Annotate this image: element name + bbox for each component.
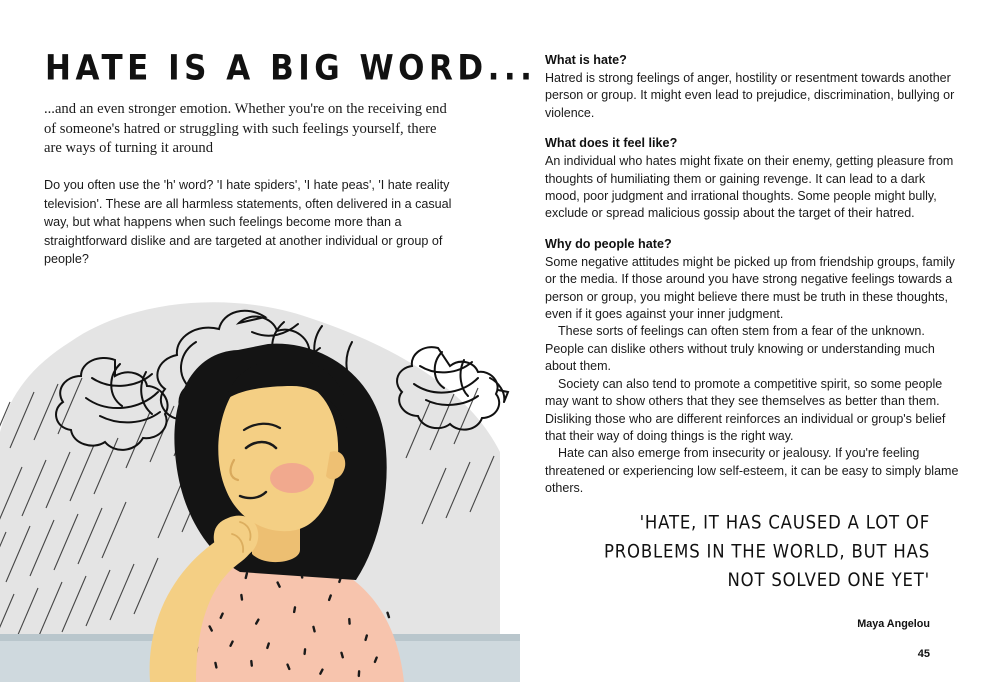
section-paragraph: An individual who hates might fixate on their enemy, getting pleasure from thoughts of humiliating them or gaining revenge. It can lead to a dark mood, poor judgment and irrational thoughts. Some people might bully, exclude or spread malicious gossip about the target of their hatred. (545, 154, 954, 221)
pull-quote: 'HATE, IT HAS CAUSED A LOT OF PROBLEMS IN THE WORLD, BUT HAS NOT SOLVED ONE YET' (604, 511, 930, 591)
quote-attribution: Maya Angelou (857, 618, 930, 630)
section-what-is-hate (545, 52, 961, 122)
section-heading: Why do people hate? (545, 236, 672, 251)
article-body (545, 52, 961, 511)
section-paragraph: Hatred is strong feelings of anger, hostility or resentment towards another person or group. It might even lead to prejudice, discrimination, bullying or violence. (545, 71, 955, 120)
section-why-do-people-hate (545, 236, 961, 498)
section-heading: What is hate? (545, 53, 627, 67)
section-what-does-it-feel-like (545, 135, 961, 223)
section-heading: What does it feel like? (545, 136, 678, 151)
section-paragraph: Society can also tend to promote a competitive spirit, so some people may want to show others that they see themselves as better than them. Disliking those who are different reinforces an individual or group's belief that their way of doing things is the right way. (545, 376, 946, 443)
section-paragraph: Some negative attitudes might be picked up from friendship groups, family or the media. If those around you have strong negative feelings towards a person or group, you might believe there must be truth in these thoughts, even if it goes against your inner judgment. (545, 254, 955, 322)
woman-under-rain-cloud-illustration (0, 282, 520, 682)
page-number: 45 (917, 648, 930, 660)
page-deck: ...and an even stronger emotion. Whether you're on the receiving end of someone's hatred or struggling with such feelings yourself, there are ways of turning it around (44, 101, 447, 156)
section-paragraph: Hate can also emerge from insecurity or jealousy. If you're feeling threatened or experiencing low self-esteem, it can be easy to simply blame others. (545, 446, 959, 496)
intro-paragraph: Do you often use the 'h' word? 'I hate spiders', 'I hate peas', 'I hate reality television'. These are all harmless statements, often delivered in a casual way, but what happens when such feelings become more than a straightforward dislike and are targeted at another individual or group of people? (44, 178, 452, 267)
page-headline: HATE IS A BIG WORD... (45, 48, 537, 89)
section-paragraph: These sorts of feelings can often stem from a fear of the unknown. People can dislike others without truly knowing or understanding much about them. (545, 324, 935, 374)
right-page (545, 0, 965, 682)
